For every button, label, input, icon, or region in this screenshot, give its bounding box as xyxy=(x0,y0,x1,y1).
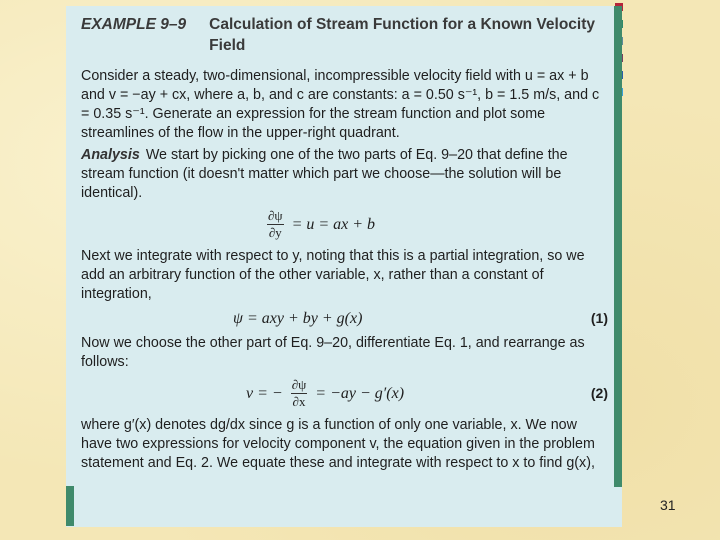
fraction-dpsi-dy: $\frac{\partial\psi}{\partial y}$ xyxy=(268,208,283,240)
analysis-paragraph xyxy=(81,146,608,203)
example-header xyxy=(81,14,608,56)
left-accent-bar xyxy=(66,486,74,526)
right-accent-bar xyxy=(614,6,622,487)
example-label: EXAMPLE 9–9 xyxy=(81,16,187,33)
equation-2-lhs: v = − xyxy=(246,385,283,402)
intro-paragraph: Consider a steady, two-dimensional, incompressible velocity field with u = ax + b and v = −ay + cx, where a, b, and c are constants: a = 0.50 s⁻¹, b = 1.5 m/s, and c = 0.35 s⁻¹. Generate an expression for the stream function and plot some streamlines of the flow in the upper-right quadrant. xyxy=(81,68,600,141)
equation-1 xyxy=(81,309,608,328)
analysis-label: Analysis xyxy=(81,147,140,163)
equation-2 xyxy=(81,377,608,410)
fraction-dpsi-dx: $\frac{\partial\psi}{\partial x}$ xyxy=(291,377,307,409)
equation-2-number: (2) xyxy=(590,385,608,401)
example-title: Calculation of Stream Function for a Known Velocity Field xyxy=(209,16,595,54)
integration-paragraph: Next we integrate with respect to y, noting that this is a partial integration, so we add an arbitrary function of the other variable, x, rather than a constant of integration, xyxy=(81,248,585,302)
equation-rhs: = u = ax + b xyxy=(291,216,376,233)
equation-2-rhs: = −ay − g′(x) xyxy=(315,385,405,402)
page-number: 31 xyxy=(660,497,676,513)
equation-1-text: ψ = axy + by + g(x) xyxy=(233,310,363,327)
example-panel xyxy=(66,6,622,527)
equation-stream-dy xyxy=(81,208,608,241)
analysis-text: We start by picking one of the two parts of Eq. 9–20 that define the stream function (it doesn't matter which part we choose—the solution will be identical). xyxy=(81,147,568,201)
rearrange-paragraph: Now we choose the other part of Eq. 9–20, differentiate Eq. 1, and rearrange as follows: xyxy=(81,335,585,370)
conclusion-paragraph: where g′(x) denotes dg/dx since g is a function of only one variable, x. We now have two expressions for velocity component v, the equation given in the problem statement and Eq. 2. We equate these and integrate with respect to x to find g(x), xyxy=(81,417,595,471)
equation-1-number: (1) xyxy=(590,310,608,326)
